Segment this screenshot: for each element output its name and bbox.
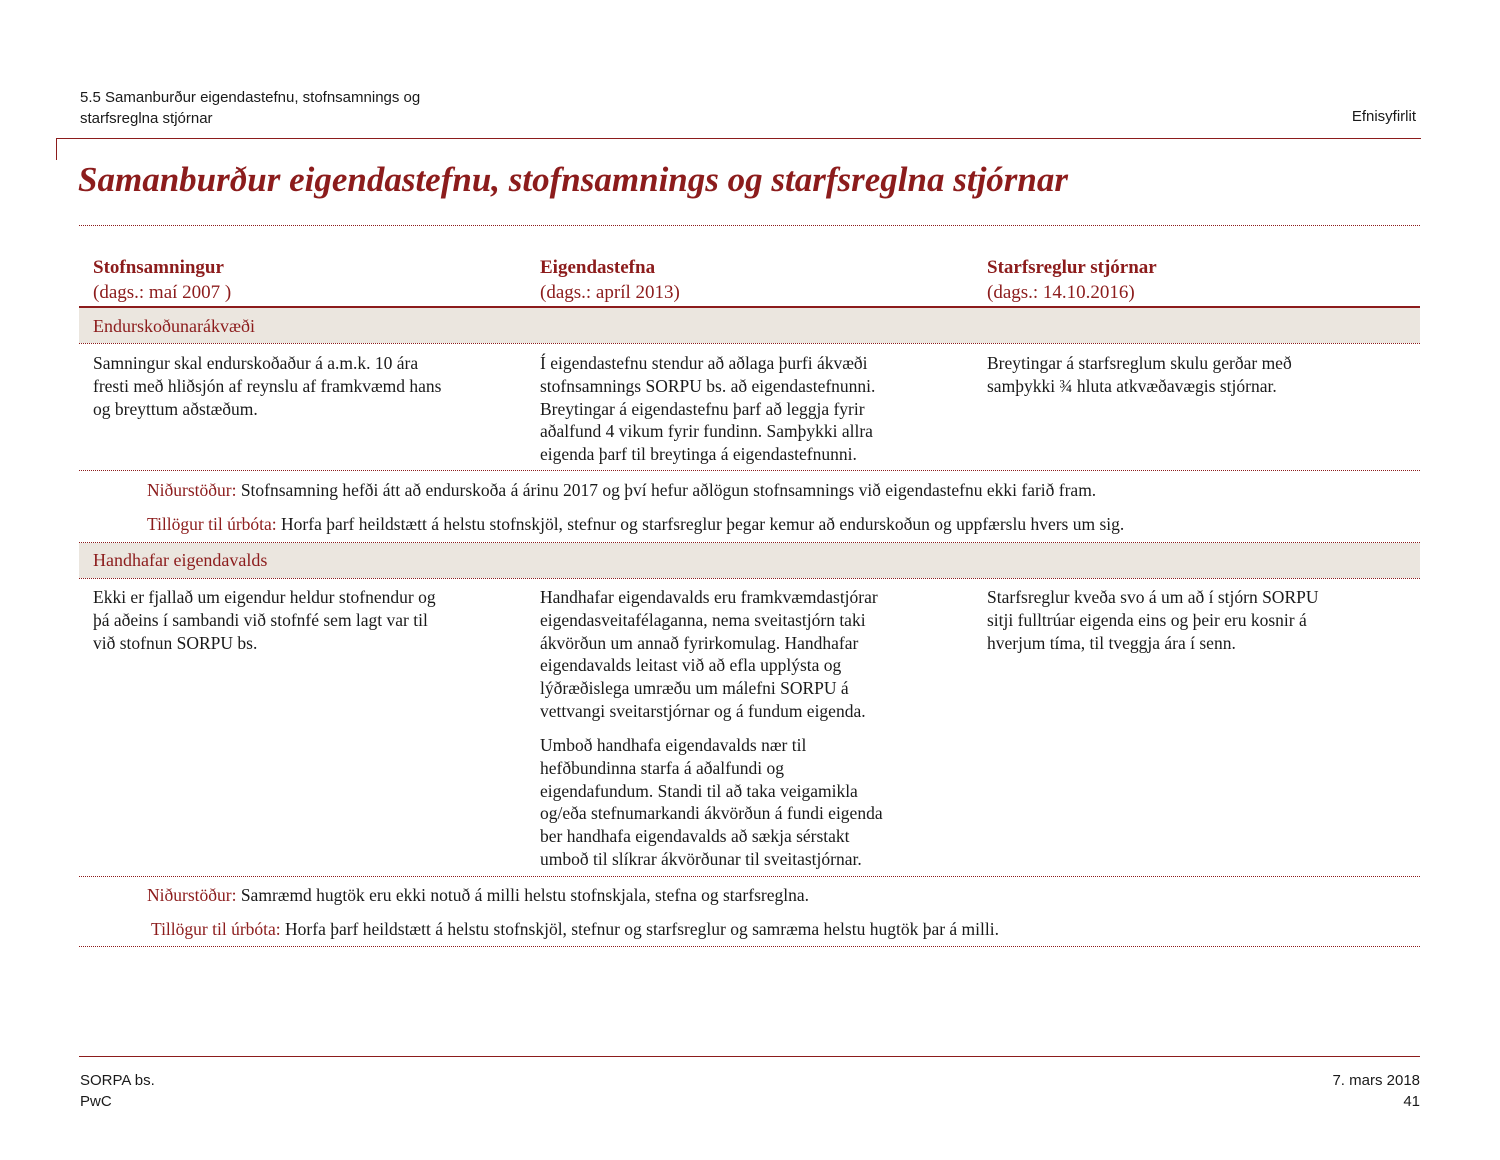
column-date: (dags.: maí 2007 ) — [93, 282, 232, 303]
footer-divider — [79, 1056, 1420, 1057]
recommendations — [147, 514, 1124, 535]
footer-right — [1332, 1070, 1420, 1112]
section-band-handhafar — [79, 543, 1420, 578]
cell-eigendastefna: Í eigendastefnu stendur að aðlaga þurfi ákvæði stofnsamnings SORPU bs. að eigendastefnunni. Breytingar á eigendastefnu þarf að leggja fyrir aðalfund 4 vikum fyrir fundinn. Samþykki allra eigenda þarf til breytinga á eigendastefnunni. — [540, 353, 876, 465]
section-header-line1: 5.5 Samanburður eigendastefnu, stofnsamnings og — [80, 89, 421, 106]
section-band-endurskodun — [79, 308, 1420, 343]
column-date: (dags.: 14.10.2016) — [987, 282, 1135, 303]
column-header-stofnsamningur — [93, 255, 231, 305]
findings-label: Niðurstöður: — [147, 885, 237, 905]
findings — [147, 480, 1096, 501]
cell-starfsreglur: Starfsreglur kveða svo á um að í stjórn SORPU sitji fulltrúar eigenda eins og þeir eru kosnir á hverjum tíma, til tveggja ára í senn. — [987, 587, 1319, 653]
page-title: Samanburður eigendastefnu, stofnsamnings og starfsreglna stjórnar — [78, 160, 1068, 199]
recommendations — [151, 919, 999, 940]
recommendations-label: Tillögur til úrbóta: — [147, 514, 277, 534]
recommendations-label: Tillögur til úrbóta: — [151, 919, 281, 939]
footer-company: SORPA bs. — [80, 1072, 155, 1089]
column-header-starfsreglur — [987, 255, 1157, 305]
recommendations-text: Horfa þarf heildstætt á helstu stofnskjöl, stefnur og starfsreglur þegar kemur að endurskoðun og uppfærslu hvers um sig. — [281, 514, 1125, 534]
column-name: Stofnsamningur — [93, 257, 224, 278]
recommendations-text: Horfa þarf heildstætt á helstu stofnskjöl, stefnur og starfsreglur og samræma helstu hugtök þar á milli. — [285, 919, 999, 939]
row-divider — [79, 343, 1420, 344]
title-divider — [79, 225, 1420, 226]
findings-label: Niðurstöður: — [147, 480, 237, 500]
row-divider — [79, 470, 1420, 471]
header-divider-tick — [56, 138, 57, 160]
section-label: Handhafar eigendavalds — [93, 550, 268, 570]
column-header-eigendastefna — [540, 255, 680, 305]
footer-left — [80, 1070, 155, 1112]
cell-eigendastefna-extra: Umboð handhafa eigendavalds nær til hefðbundinna starfa á aðalfundi og eigendafundum. Standi til að taka veigamikla og/eða stefnumarkandi ákvörðun á fundi eigenda ber handhafa eigendavalds að sækja sérstakt umboð til slíkrar ákvörðunar til sveitastjórnar. — [540, 735, 883, 869]
findings — [147, 885, 809, 906]
cell-starfsreglur: Breytingar á starfsreglum skulu gerðar með samþykki ¾ hluta atkvæðavægis stjórnar. — [987, 353, 1292, 396]
footer-date: 7. mars 2018 — [1332, 1072, 1420, 1089]
column-name: Starfsreglur stjórnar — [987, 257, 1157, 278]
findings-text: Samræmd hugtök eru ekki notuð á milli helstu stofnskjala, stefna og starfsreglna. — [240, 885, 809, 905]
cell-stofnsamningur: Ekki er fjallað um eigendur heldur stofnendur og þá aðeins í sambandi við stofnfé sem lagt var til við stofnun SORPU bs. — [93, 587, 436, 653]
row-divider — [79, 876, 1420, 877]
footer-author: PwC — [80, 1093, 112, 1110]
page-number: 41 — [1403, 1093, 1420, 1110]
section-header-line2: starfsreglna stjórnar — [80, 110, 213, 127]
header-divider — [56, 138, 1421, 139]
cell-stofnsamningur: Samningur skal endurskoðaður á a.m.k. 10 ára fresti með hliðsjón af reynslu af framkvæmd hans og breyttum aðstæðum. — [93, 353, 442, 419]
row-divider — [79, 578, 1420, 579]
findings-text: Stofnsamning hefði átt að endurskoða á árinu 2017 og því hefur aðlögun stofnsamnings við eigendastefnu ekki farið fram. — [240, 480, 1097, 500]
column-name: Eigendastefna — [540, 257, 656, 278]
section-label: Endurskoðunarákvæði — [93, 316, 255, 336]
column-date: (dags.: apríl 2013) — [540, 282, 680, 303]
row-divider — [79, 946, 1420, 947]
cell-eigendastefna: Handhafar eigendavalds eru framkvæmdastjórar eigendasveitafélaganna, nema sveitastjórn taki ákvörðun um annað fyrirkomulag. Handhafar eigendavalds leitast við að efla upplýsta og lýðræðislega umræðu um málefni SORPU á vettvangi sveitarstjórnar og á fundum eigenda. — [540, 587, 878, 721]
section-header — [80, 87, 420, 129]
toc-link[interactable]: Efnisyfirlit — [1351, 108, 1416, 125]
